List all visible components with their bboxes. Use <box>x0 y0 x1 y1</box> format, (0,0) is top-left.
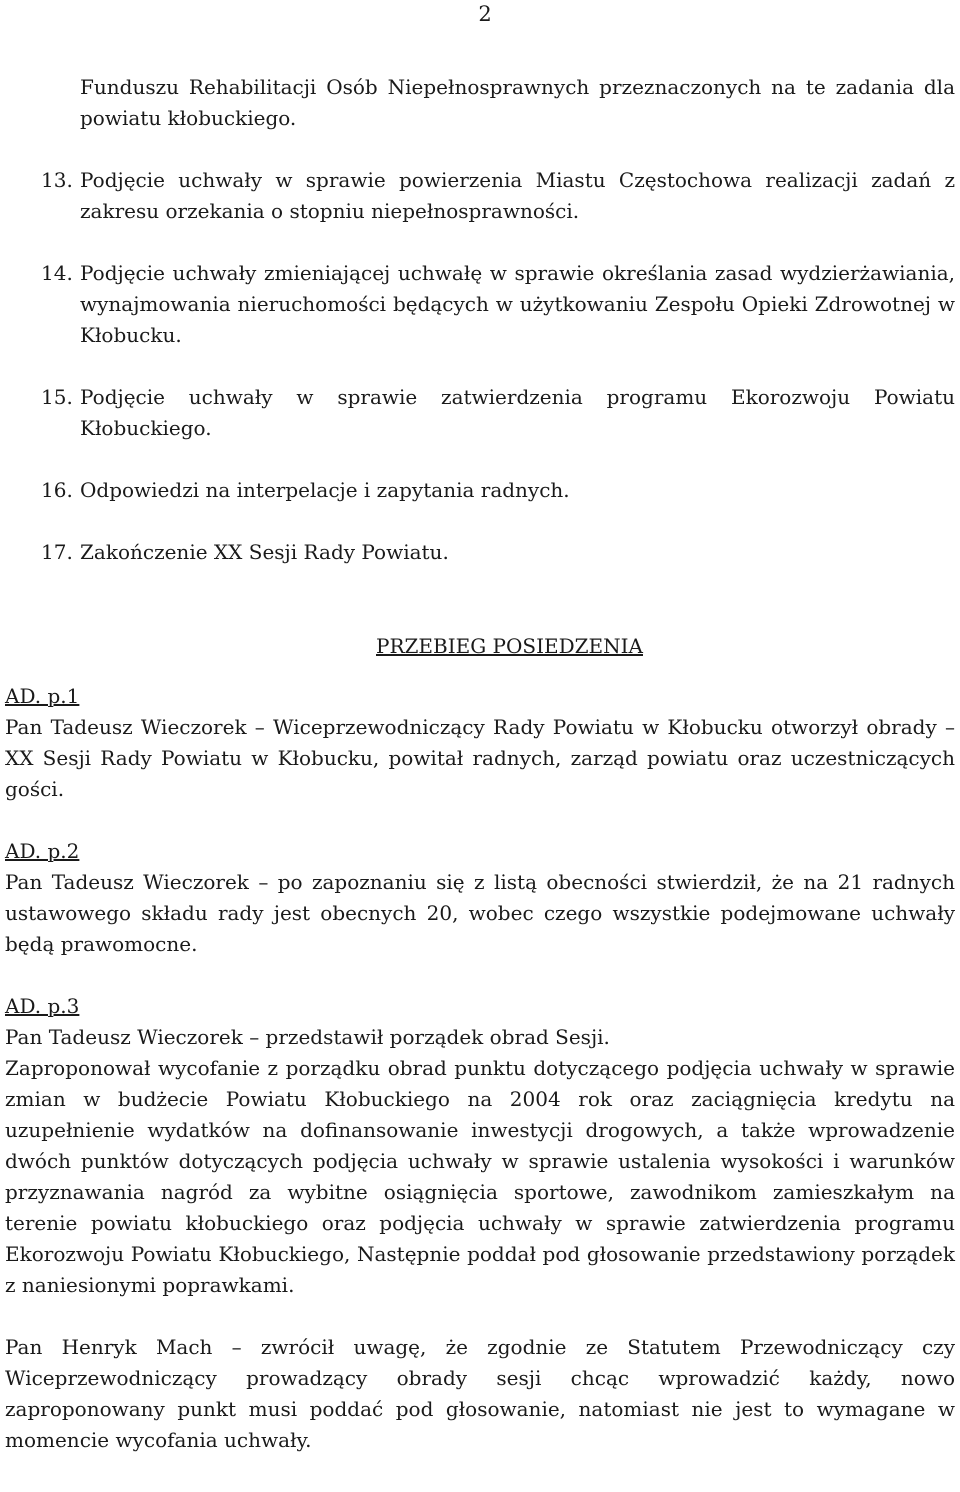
agenda-number-blank <box>41 72 80 134</box>
point-heading: AD. p.1 <box>5 684 80 708</box>
minutes-body <box>5 681 955 1456</box>
minutes-point-1 <box>5 681 955 805</box>
agenda-number: 13. <box>41 168 73 192</box>
agenda-number: 15. <box>41 385 73 409</box>
minutes-point-3 <box>5 991 955 1301</box>
agenda-item-17 <box>41 537 955 568</box>
agenda-text: Podjęcie uchwały zmieniającej uchwałę w sprawie określania zasad wydzierżawiania, wynajmowania nieruchomości będących w użytkowaniu Zespołu Opieki Zdrowotnej w Kłobucku. <box>80 261 955 347</box>
agenda-number: 17. <box>41 540 73 564</box>
agenda-number: 16. <box>41 478 73 502</box>
agenda-text: Zakończenie XX Sesji Rady Powiatu. <box>80 540 449 564</box>
agenda-text: Podjęcie uchwały w sprawie powierzenia Miastu Częstochowa realizacji zadań z zakresu orzekania o stopniu niepełnosprawności. <box>80 168 955 223</box>
agenda-continuation <box>41 72 955 134</box>
point-paragraph: Zaproponował wycofanie z porządku obrad punktu dotyczącego podjęcia uchwały w sprawie zmian w budżecie Powiatu Kłobuckiego na 2004 rok oraz zaciągnięcia kredytu na uzupełnienie wydatków na dofinansowanie inwestycji drogowych, a także wprowadzenie dwóch punktów dotyczących podjęcia uchwały w sprawie ustalenia wysokości i warunków przyznawania nagród za wybitne osiągnięcia sportowe, zawodnikom zamieszkałym na terenie powiatu kłobuckiego oraz podjęcia uchwały w sprawie zatwierdzenia programu Ekorozwoju Powiatu Kłobuckiego, Następnie poddał pod głosowanie przedstawiony porządek z naniesionymi poprawkami. <box>5 1056 955 1297</box>
page-number: 2 <box>478 2 492 26</box>
agenda-text: Podjęcie uchwały w sprawie zatwierdzenia programu Ekorozwoju Powiatu Kłobuckiego. <box>80 385 955 440</box>
agenda-number: 14. <box>41 261 73 285</box>
agenda-list <box>41 72 955 599</box>
agenda-item-15 <box>41 382 955 444</box>
minutes-point-2 <box>5 836 955 960</box>
agenda-item-16 <box>41 475 955 506</box>
agenda-item-13 <box>41 165 955 227</box>
section-title: PRZEBIEG POSIEDZENIA <box>376 634 643 658</box>
agenda-continuation-text: Funduszu Rehabilitacji Osób Niepełnosprawnych przeznaczonych na te zadania dla powiatu kłobuckiego. <box>80 75 955 130</box>
closing-paragraph: Pan Henryk Mach – zwrócił uwagę, że zgodnie ze Statutem Przewodniczący czy Wiceprzewodniczący prowadzący obrady sesji chcąc wprowadzić każdy, nowo zaproponowany punkt musi poddać pod głosowanie, natomiast nie jest to wymagane w momencie wycofania uchwały. <box>5 1335 955 1452</box>
point-paragraph: Pan Tadeusz Wieczorek – Wiceprzewodniczący Rady Powiatu w Kłobucku otworzył obrady – XX Sesji Rady Powiatu w Kłobucku, powitał radnych, zarząd powiatu oraz uczestniczących gości. <box>5 715 955 801</box>
agenda-item-14 <box>41 258 955 351</box>
point-heading: AD. p.2 <box>5 839 80 863</box>
point-paragraph: Pan Tadeusz Wieczorek – przedstawił porządek obrad Sesji. <box>5 1025 610 1049</box>
point-heading: AD. p.3 <box>5 994 80 1018</box>
point-paragraph: Pan Tadeusz Wieczorek – po zapoznaniu się z listą obecności stwierdził, że na 21 radnych ustawowego składu rady jest obecnych 20, wobec czego wszystkie podejmowane uchwały będą prawomocne. <box>5 870 955 956</box>
agenda-text: Odpowiedzi na interpelacje i zapytania radnych. <box>80 478 570 502</box>
